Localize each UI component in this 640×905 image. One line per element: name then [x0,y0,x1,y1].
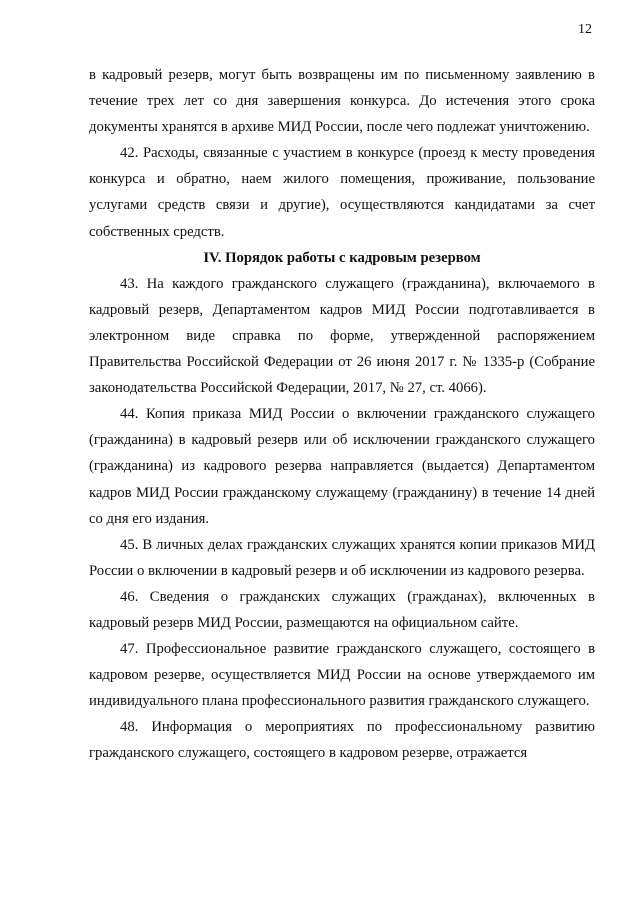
document-body [89,62,595,767]
paragraph-41-continuation: в кадровый резерв, могут быть возвращены им по письменному заявлению в течение трех лет со дня завершения конкурса. До истечения этого срока документы хранятся в архиве МИД России, после чего подлежат уничтожению. [89,67,595,136]
section-heading: IV. Порядок работы с кадровым резервом [203,249,481,266]
paragraph-46: 46. Сведения о гражданских служащих (гражданах), включенных в кадровый резерв МИД России, размещаются на официальном сайте. [89,588,595,631]
page-number: 12 [578,22,592,37]
paragraph-47: 47. Профессиональное развитие гражданского служащего, состоящего в кадровом резерве, осуществляется МИД России на основе утверждаемого им индивидуального плана профессионального развития гражданского служащего. [89,641,595,710]
paragraph-44: 44. Копия приказа МИД России о включении гражданского служащего (гражданина) в кадровый резерв или об исключении гражданского служащего (гражданина) из кадрового резерва направляется (выдается) Департаментом кадров МИД России гражданскому служащему (гражданину) в течение 14 дней со дня его издания. [89,406,595,527]
paragraph-45: 45. В личных делах гражданских служащих хранятся копии приказов МИД России о включении в кадровый резерв и об исключении из кадрового резерва. [89,536,595,579]
paragraph-42: 42. Расходы, связанные с участием в конкурсе (проезд к месту проведения конкурса и обратно, наем жилого помещения, проживание, пользование услугами средств связи и другие), осуществляются кандидатами за счет собственных средств. [89,145,595,240]
paragraph-43: 43. На каждого гражданского служащего (гражданина), включаемого в кадровый резерв, Департаментом кадров МИД России подготавливается в электронном виде справка по форме, утвержденной распоряжением Правительства Российской Федерации от 26 июня 2017 г. № 1335-р (Собрание законодательства Российской Федерации, 2017, № 27, ст. 4066). [89,275,595,397]
paragraph-48: 48. Информация о мероприятиях по профессиональному развитию гражданского служащего, состоящего в кадровом резерве, отражается [89,719,595,762]
